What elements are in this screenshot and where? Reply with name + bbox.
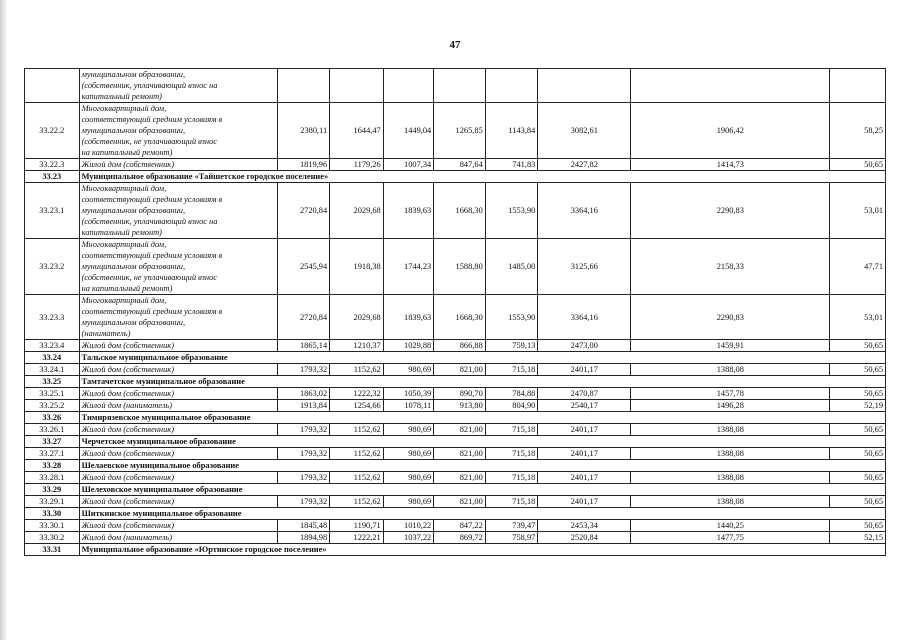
description-line: на капитальный ремонт): [81, 284, 173, 293]
section-row: [25, 436, 886, 448]
value-cell: 1668,30: [434, 183, 486, 239]
row-code: 33.28.1: [25, 472, 80, 484]
value-cell: 1793,32: [277, 424, 330, 436]
value-cell: 1179,26: [330, 159, 384, 171]
section-title: Тамтачетское муниципальное образование: [79, 376, 885, 388]
table-row: [25, 388, 886, 400]
description-line: Жилой дом (собственник): [81, 473, 174, 482]
description-line: соответствующий средним условиям в: [81, 251, 223, 260]
description-line: Многоквартирный дом,: [81, 104, 167, 113]
row-description: [79, 496, 277, 508]
value-cell: 1668,30: [434, 295, 486, 340]
row-code: 33.29.1: [25, 496, 80, 508]
description-line: Многоквартирный дом,: [81, 296, 167, 305]
description-line: Жилой дом (собственник): [81, 341, 174, 350]
value-cell: 980,69: [383, 424, 434, 436]
row-description: [79, 532, 277, 544]
table-row: [25, 532, 886, 544]
value-cell: 1037,22: [383, 532, 434, 544]
row-description: [79, 340, 277, 352]
section-row: [25, 171, 886, 183]
value-cell: 1222,21: [330, 532, 384, 544]
section-code: 33.23: [25, 171, 80, 183]
value-cell: 1918,38: [330, 239, 384, 295]
description-line: муниципальном образовании,: [81, 262, 186, 271]
description-line: капитальный ремонт): [81, 228, 162, 237]
value-cell: 53,01: [830, 183, 886, 239]
value-cell: 1553,90: [485, 183, 538, 239]
value-cell: 1010,22: [383, 520, 434, 532]
value-cell: 1553,90: [485, 295, 538, 340]
value-cell: 1793,32: [277, 472, 330, 484]
value-cell: 1388,08: [631, 472, 830, 484]
row-code: 33.30.2: [25, 532, 80, 544]
section-code: 33.25: [25, 376, 80, 388]
value-cell: 1496,28: [631, 400, 830, 412]
table-row: [25, 159, 886, 171]
value-cell: 821,00: [434, 424, 486, 436]
row-code: 33.24.1: [25, 364, 80, 376]
table-row: [25, 69, 886, 103]
description-line: соответствующий средним условиям в: [81, 307, 223, 316]
description-line: Жилой дом (собственник): [81, 365, 174, 374]
value-cell: 50,65: [830, 159, 886, 171]
description-line: капитальный ремонт): [81, 92, 162, 101]
value-cell: [631, 69, 830, 103]
value-cell: 1845,48: [277, 520, 330, 532]
row-description: [79, 472, 277, 484]
row-code: 33.23.2: [25, 239, 80, 295]
description-line: муниципальном образовании,: [81, 126, 186, 135]
tariff-table: [24, 68, 886, 556]
description-line: (собственник, не уплачивающий взнос: [81, 273, 217, 282]
value-cell: 1152,62: [330, 472, 384, 484]
value-cell: 1210,37: [330, 340, 384, 352]
value-cell: 1485,00: [485, 239, 538, 295]
table-row: [25, 472, 886, 484]
value-cell: 1588,80: [434, 239, 486, 295]
value-cell: 1143,84: [485, 103, 538, 159]
table-row: [25, 239, 886, 295]
section-title: Тимирязевское муниципальное образование: [79, 412, 885, 424]
value-cell: 866,88: [434, 340, 486, 352]
value-cell: 53,01: [830, 295, 886, 340]
value-cell: 50,65: [830, 448, 886, 460]
row-code: 33.30.1: [25, 520, 80, 532]
value-cell: 50,65: [830, 520, 886, 532]
value-cell: [330, 69, 384, 103]
value-cell: 50,65: [830, 472, 886, 484]
value-cell: 1819,96: [277, 159, 330, 171]
value-cell: 2540,17: [538, 400, 631, 412]
value-cell: 1865,14: [277, 340, 330, 352]
section-title: Муниципальное образование «Юртинское городское поселение»: [79, 544, 885, 556]
section-title: Шиткинское муниципальное образование: [79, 508, 885, 520]
description-line: соответствующий средним условиям в: [81, 195, 223, 204]
value-cell: [830, 69, 886, 103]
value-cell: 1152,62: [330, 496, 384, 508]
description-line: муниципальном образовании,: [81, 318, 186, 327]
row-code: 33.23.3: [25, 295, 80, 340]
row-code: 33.22.3: [25, 159, 80, 171]
value-cell: 1440,25: [631, 520, 830, 532]
row-description: [79, 295, 277, 340]
row-code: 33.27.1: [25, 448, 80, 460]
value-cell: 2158,33: [631, 239, 830, 295]
value-cell: 715,18: [485, 448, 538, 460]
description-line: на капитальный ремонт): [81, 148, 173, 157]
value-cell: [434, 69, 486, 103]
row-description: [79, 239, 277, 295]
row-description: [79, 69, 277, 103]
value-cell: 1007,34: [383, 159, 434, 171]
page-number: 47: [449, 39, 461, 51]
table-row: [25, 520, 886, 532]
value-cell: 58,25: [830, 103, 886, 159]
value-cell: 50,65: [830, 364, 886, 376]
value-cell: 1078,11: [383, 400, 434, 412]
value-cell: 2720,84: [277, 183, 330, 239]
value-cell: 1050,39: [383, 388, 434, 400]
row-description: [79, 183, 277, 239]
description-line: муниципальном образовании,: [81, 206, 186, 215]
value-cell: 1254,66: [330, 400, 384, 412]
section-code: 33.31: [25, 544, 80, 556]
value-cell: 1388,08: [631, 424, 830, 436]
section-code: 33.26: [25, 412, 80, 424]
row-code: 33.26.1: [25, 424, 80, 436]
value-cell: 1388,08: [631, 496, 830, 508]
table-row: [25, 340, 886, 352]
value-cell: 821,00: [434, 472, 486, 484]
row-code: 33.23.4: [25, 340, 80, 352]
value-cell: 758,97: [485, 532, 538, 544]
section-code: 33.24: [25, 352, 80, 364]
section-code: 33.28: [25, 460, 80, 472]
table-row: [25, 448, 886, 460]
value-cell: 1265,85: [434, 103, 486, 159]
table-row: [25, 496, 886, 508]
table-row: [25, 183, 886, 239]
row-description: [79, 448, 277, 460]
description-line: (собственник, не уплачивающий взнос: [81, 137, 217, 146]
description-line: Жилой дом (собственник): [81, 449, 174, 458]
description-line: (наниматель): [81, 329, 131, 338]
value-cell: 2473,00: [538, 340, 631, 352]
value-cell: 2401,17: [538, 448, 631, 460]
value-cell: 2401,17: [538, 364, 631, 376]
description-line: соответствующий средним условиям в: [81, 115, 223, 124]
value-cell: [277, 69, 330, 103]
value-cell: 2520,84: [538, 532, 631, 544]
section-title: Тальское муниципальное образование: [79, 352, 885, 364]
description-line: Жилой дом (наниматель): [81, 401, 173, 410]
table-body: [25, 69, 886, 556]
section-row: [25, 376, 886, 388]
description-line: (собственник, уплачивающий взнос на: [81, 217, 218, 226]
value-cell: 50,65: [830, 424, 886, 436]
value-cell: 821,00: [434, 448, 486, 460]
value-cell: 2290,83: [631, 183, 830, 239]
value-cell: 1839,63: [383, 183, 434, 239]
section-row: [25, 352, 886, 364]
value-cell: 784,88: [485, 388, 538, 400]
table-row: [25, 364, 886, 376]
value-cell: 2290,83: [631, 295, 830, 340]
value-cell: 3364,16: [538, 295, 631, 340]
value-cell: 821,00: [434, 496, 486, 508]
value-cell: [538, 69, 631, 103]
value-cell: 50,65: [830, 340, 886, 352]
row-description: [79, 103, 277, 159]
value-cell: 2401,17: [538, 472, 631, 484]
value-cell: 1913,84: [277, 400, 330, 412]
value-cell: 1793,32: [277, 364, 330, 376]
section-title: Муниципальное образование «Тайшетское городское поселение»: [79, 171, 885, 183]
value-cell: 3125,66: [538, 239, 631, 295]
value-cell: 2470,87: [538, 388, 631, 400]
value-cell: 2029,68: [330, 183, 384, 239]
value-cell: 980,69: [383, 448, 434, 460]
value-cell: 1388,08: [631, 448, 830, 460]
value-cell: 913,80: [434, 400, 486, 412]
description-line: Жилой дом (собственник): [81, 425, 174, 434]
value-cell: 1906,42: [631, 103, 830, 159]
value-cell: 890,70: [434, 388, 486, 400]
value-cell: 715,18: [485, 424, 538, 436]
value-cell: 2401,17: [538, 424, 631, 436]
value-cell: 52,15: [830, 532, 886, 544]
description-line: Жилой дом (собственник): [81, 497, 174, 506]
value-cell: 1744,23: [383, 239, 434, 295]
value-cell: [383, 69, 434, 103]
value-cell: 1152,62: [330, 448, 384, 460]
value-cell: 1793,32: [277, 448, 330, 460]
value-cell: 50,65: [830, 388, 886, 400]
description-line: Жилой дом (собственник): [81, 160, 174, 169]
value-cell: 1388,08: [631, 364, 830, 376]
value-cell: 2380,11: [277, 103, 330, 159]
row-code: 33.25.1: [25, 388, 80, 400]
value-cell: 52,19: [830, 400, 886, 412]
description-line: Многоквартирный дом,: [81, 184, 167, 193]
row-code: 33.22.2: [25, 103, 80, 159]
value-cell: 847,22: [434, 520, 486, 532]
section-code: 33.30: [25, 508, 80, 520]
table-row: [25, 295, 886, 340]
scan-edge-shadow: [0, 0, 8, 640]
row-description: [79, 388, 277, 400]
value-cell: 2720,84: [277, 295, 330, 340]
value-cell: 715,18: [485, 472, 538, 484]
section-title: Черчетское муниципальное образование: [79, 436, 885, 448]
value-cell: 50,65: [830, 496, 886, 508]
value-cell: 980,69: [383, 496, 434, 508]
value-cell: 1477,75: [631, 532, 830, 544]
row-description: [79, 424, 277, 436]
value-cell: 739,47: [485, 520, 538, 532]
table-row: [25, 400, 886, 412]
value-cell: 1029,88: [383, 340, 434, 352]
description-line: Жилой дом (наниматель): [81, 533, 173, 542]
value-cell: 804,90: [485, 400, 538, 412]
value-cell: 847,64: [434, 159, 486, 171]
value-cell: 1190,71: [330, 520, 384, 532]
value-cell: 715,18: [485, 496, 538, 508]
value-cell: 1894,98: [277, 532, 330, 544]
description-line: муниципальном образовании,: [81, 70, 186, 79]
value-cell: 1449,04: [383, 103, 434, 159]
section-row: [25, 460, 886, 472]
row-code: [25, 69, 80, 103]
value-cell: 2401,17: [538, 496, 631, 508]
value-cell: 1152,62: [330, 364, 384, 376]
value-cell: 980,69: [383, 364, 434, 376]
section-row: [25, 412, 886, 424]
table-row: [25, 103, 886, 159]
value-cell: 2427,82: [538, 159, 631, 171]
value-cell: 821,00: [434, 364, 486, 376]
value-cell: 1793,32: [277, 496, 330, 508]
value-cell: 1863,02: [277, 388, 330, 400]
description-line: Жилой дом (собственник): [81, 389, 174, 398]
value-cell: 2029,68: [330, 295, 384, 340]
section-row: [25, 484, 886, 496]
value-cell: 869,72: [434, 532, 486, 544]
value-cell: 1839,63: [383, 295, 434, 340]
section-title: Шелаевское муниципальное образование: [79, 460, 885, 472]
table-row: [25, 424, 886, 436]
row-description: [79, 159, 277, 171]
value-cell: 759,13: [485, 340, 538, 352]
section-code: 33.27: [25, 436, 80, 448]
value-cell: 741,83: [485, 159, 538, 171]
value-cell: 1222,32: [330, 388, 384, 400]
value-cell: 1457,78: [631, 388, 830, 400]
row-description: [79, 520, 277, 532]
value-cell: 3082,61: [538, 103, 631, 159]
section-title: Шелеховское муниципальное образование: [79, 484, 885, 496]
section-row: [25, 544, 886, 556]
value-cell: 1459,91: [631, 340, 830, 352]
row-code: 33.23.1: [25, 183, 80, 239]
value-cell: [485, 69, 538, 103]
value-cell: 47,71: [830, 239, 886, 295]
value-cell: 1152,62: [330, 424, 384, 436]
value-cell: 1644,47: [330, 103, 384, 159]
description-line: Многоквартирный дом,: [81, 240, 167, 249]
value-cell: 980,69: [383, 472, 434, 484]
value-cell: 2545,94: [277, 239, 330, 295]
value-cell: 3364,16: [538, 183, 631, 239]
value-cell: 2453,34: [538, 520, 631, 532]
row-description: [79, 400, 277, 412]
value-cell: 715,18: [485, 364, 538, 376]
row-description: [79, 364, 277, 376]
section-row: [25, 508, 886, 520]
row-code: 33.25.2: [25, 400, 80, 412]
description-line: Жилой дом (собственник): [81, 521, 174, 530]
value-cell: 1414,73: [631, 159, 830, 171]
description-line: (собственник, уплачивающий взнос на: [81, 81, 218, 90]
section-code: 33.29: [25, 484, 80, 496]
